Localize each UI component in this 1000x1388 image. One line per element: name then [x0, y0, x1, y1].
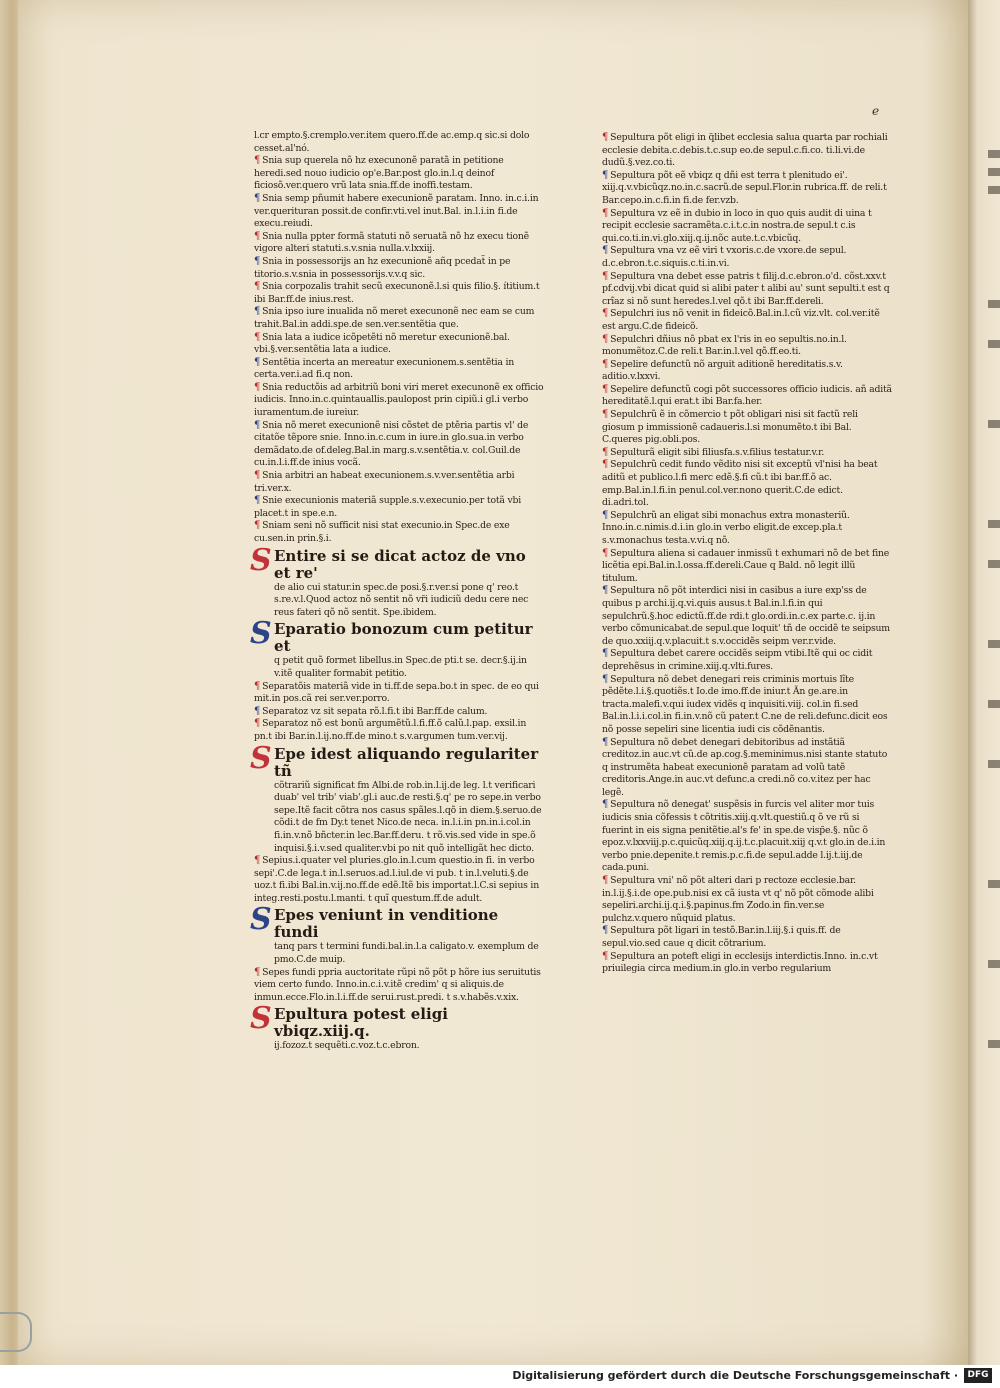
index-entry [254, 967, 546, 1005]
index-entry [602, 334, 892, 359]
paragraph-mark-icon: ¶ [254, 680, 261, 692]
index-entry [602, 648, 892, 673]
index-entry [254, 420, 546, 470]
index-entry [254, 681, 546, 706]
heading-text: Eparatio bonozum cum petitur et [274, 620, 533, 656]
entry-text: Sepulchri dñius nõ pbat ex l'ris in eo sepultis.no.in.l. monumẽtoz.C.de reli.t Bar.in.l.vel qõ.ff.eo.ti. [602, 333, 847, 358]
paragraph-mark-icon: ¶ [254, 705, 261, 717]
paragraph-mark-icon: ¶ [602, 950, 609, 962]
paragraph-mark-icon: ¶ [602, 132, 609, 143]
footer-credit: Digitalisierung gefördert durch die Deutsche Forschungsgemeinschaft · [512, 1369, 958, 1382]
index-entry [254, 332, 546, 357]
heading-body-text: tanq pars t termini fundi.bal.in.l.a caligato.v. exemplum de pmo.C.de muip. [274, 941, 539, 966]
adjacent-page-edge [968, 0, 1000, 1365]
index-entry [254, 256, 546, 281]
entry-text: Snia semp pñumit habere execunionẽ paratam. Inno. in.c.i.in ver.querituran possit.de confir.vti.vel inut.Bal. in.l.i.in fi.de execu.reiudi. [254, 192, 539, 230]
decorated-initial: S [250, 542, 272, 578]
entry-text: Sniam seni nõ sufficit nisi stat execunio.in Spec.de exe cu.sen.in prin.§.i. [254, 520, 510, 544]
paragraph-mark-icon: ¶ [602, 509, 609, 521]
paragraph-mark-icon: ¶ [254, 495, 261, 507]
index-entry [254, 470, 546, 495]
heading-text: Entire si se dicat actoz de vno et re' [274, 546, 526, 582]
paragraph-mark-icon: ¶ [254, 470, 261, 482]
paragraph-mark-icon: ¶ [254, 306, 261, 318]
index-entry [602, 409, 892, 447]
entry-text: Sepultura nõ denegat' suspẽsis in furcis vel aliter mor tuis iudicis snia cõfessis t cõtritis.xiij.q.vlt.questiũ.q õ ve rũ si fuerint in eis signa penitẽtie.al's fe' in spe.de visp̃e.§. nũc õ epoz.v.lxxviij.p.c.quicũq.xiij.q.ij.t.c.placuit.xiij q.v.t glo.in de.i.in verbo pnie.depenite.t remis.p.c.fi.de sepul.adde l.ij.t.iij.de cada.puni. [602, 799, 886, 874]
index-entry [602, 245, 892, 270]
entry-text: Snia corpozalis trahit secũ execunonẽ.l.si quis filio.§. ítitium.t ibi Bar.ff.de inius.rest. [254, 281, 540, 305]
index-entry [254, 382, 546, 420]
index-entry [602, 875, 892, 925]
entry-text: Sepultura debet carere occidẽs seipm vtibi.Itẽ qui oc cidit deprehẽsus in crimine.xiij.q.vlti.fures. [602, 648, 873, 672]
bookmark-ribbon [0, 1312, 32, 1352]
index-entry [602, 308, 892, 333]
entry-text: Sepultura vni' nõ põt alteri dari p rectoze ecclesie.bar. in.l.ij.§.i.de ope.pub.nisi ex cã iusta vt q' nõ põt cõmode alibi sepeliri.archi.ij.q.i.§.papinus.fm Zodo.in fin.ver.se pulchz.v.quero nũquid platus. [602, 875, 874, 924]
entry-text: Snia nõ meret execunionẽ nisi cõstet de ptẽria partis vl' de citatõe tẽpore snie. Inno.in.c.cum in iure.in glo.sua.in verbo demãdato.de of.deleg.Bal.in marg.s.v.sentẽtia.v. col.Guil.de cu.in.l.i.ff.de inius vocã. [254, 419, 529, 469]
entry-text: Sepultura põt eligi in q̃libet ecclesia salua quarta par rochiali ecclesie debita.c.debis.t.c.sup eo.de sepul.c.fi.co. ti.li.vi.de dudũ.§.vez.co.ti. [602, 132, 888, 169]
heading-text: Epes veniunt in venditione fundi [274, 906, 499, 942]
paragraph-mark-icon: ¶ [254, 718, 261, 730]
index-entry [602, 799, 892, 875]
entry-text: Sepultura vna debet esse patris t filij.d.c.ebron.o'd. cõst.xxv.t pf.cdvij.vbi dicat quid si alibi pater t alibi au' sunt sepulti.t est q crĩaz si nõ sunt heredes.l.vel qõ.t ibi Bar.ff.dereli. [602, 270, 890, 307]
index-entry [602, 271, 892, 309]
entry-text: Sepultura põt ligari in testõ.Bar.in.l.iij.§.i quis.ff. de sepul.vio.sed caue q dicit cõtrarium. [602, 925, 841, 949]
paragraph-mark-icon: ¶ [254, 155, 261, 167]
heading-text: Epultura potest eligi vbiqz.xiij.q. [274, 1005, 448, 1041]
index-entry [602, 359, 892, 384]
index-entry [254, 155, 546, 193]
right-text-column [602, 132, 892, 976]
heading-line [250, 740, 546, 780]
paragraph-mark-icon: ¶ [254, 419, 261, 431]
entry-text: Snia lata a iudice icõpetẽti nõ meretur execunionẽ.bal. vbi.§.ver.sentẽtia lata a iudice. [254, 331, 510, 356]
entry-text: Snie execunionis materiã supple.s.v.execunio.per totã vbi placet.t in spe.e.n. [254, 495, 522, 519]
heading-line [250, 542, 546, 582]
paragraph-mark-icon: ¶ [602, 875, 609, 887]
paragraph-mark-icon: ¶ [602, 459, 609, 471]
paragraph-mark-icon: ¶ [254, 966, 261, 978]
paragraph-mark-icon: ¶ [602, 383, 609, 395]
index-entry [602, 510, 892, 548]
entry-text: Sepultura an poteft eligi in ecclesijs interdictis.Inno. in.c.vt priuilegia circa medium.in glo.in verbo regularium [602, 950, 878, 975]
paragraph-mark-icon: ¶ [254, 356, 261, 368]
index-entry [602, 548, 892, 586]
paragraph-mark-icon: ¶ [602, 648, 609, 660]
index-entry [254, 706, 546, 719]
entry-text: Snia in possessorijs an hz execunionẽ añq pcedat̃ in pe titorio.s.v.snia in possessorijs.v.v.q sic. [254, 255, 511, 280]
entry-text: Separatoz vz sit sepata rõ.l.fi.t ibi Bar.ff.de calum. [262, 705, 488, 717]
paragraph-mark-icon: ¶ [254, 281, 261, 293]
index-entry [254, 855, 546, 905]
index-entry [254, 130, 546, 155]
entry-text: l.cr empto.§.cremplo.ver.item quero.ff.de ac.emp.q sic.si dolo cesset.al'nó. [254, 130, 530, 154]
index-entry [254, 357, 546, 382]
index-entry [254, 520, 546, 545]
entry-text: Sepultura vz eẽ in dubio in loco in quo quis audit di uina t recipit ecclesie sacramẽta.c.i.t.c.in nostra.de sepul.t c.is qui.co.ti.in.vi.glo.xiij.q.ij.nõc aute.t.c.vbicũq. [602, 207, 872, 244]
entry-text: Sepulchrũ an eligat sibi monachus extra monasteriũ. Inno.in.c.nimis.d.i.in glo.in verbo eligit.de excep.pla.t s.v.monachus testa.v.vi.q nõ. [602, 509, 850, 546]
paragraph-mark-icon: ¶ [602, 547, 609, 559]
entry-text: Sepulturã eligit sibi filiusfa.s.v.filius testatur.v.r. [610, 446, 825, 458]
entry-text: Sepelire defunctũ cogi põt successores officio iudicis. añ aditã hereditatẽ.l.qui erat.t ibi Bar.fa.her. [602, 383, 892, 408]
heading-line [250, 1001, 546, 1041]
entry-text: Sepultura aliena si cadauer inmissũ t exhumari nõ de bet fine licẽtia epi.Bal.in.l.ossa.ff.dereli.Caue q Bald. nõ legit illũ titulum. [602, 547, 890, 584]
index-entry [602, 737, 892, 800]
index-entry [602, 951, 892, 976]
entry-text: Separatoz nõ est bonũ argumẽtũ.l.fi.ff.õ calũ.l.pap. exsil.in pn.t ibi Bar.in.l.ij.no.ff.de mino.t s.v.argumen tum.ver.vij. [254, 718, 527, 742]
heading-line [250, 616, 546, 656]
section-heading [250, 1001, 546, 1053]
entry-text: Sepultura nõ debet denegari debitoribus ad instãtiã creditoz.in auc.vt cũ.de ap.cog.§.meminimus.nisi stante statuto q instrumẽta habeat execunionẽ paratam ad volũ tatẽ creditoris.Ange.in auc.vt defunc.a credi.nõ co.v.itez per hac legẽ. [602, 736, 888, 798]
paragraph-mark-icon: ¶ [602, 736, 609, 748]
index-entry [602, 170, 892, 208]
section-heading [250, 542, 546, 620]
section-heading [250, 902, 546, 966]
paragraph-mark-icon: ¶ [254, 520, 261, 532]
paragraph-mark-icon: ¶ [602, 245, 609, 257]
paragraph-mark-icon: ¶ [602, 446, 609, 458]
index-entry [254, 306, 546, 331]
paragraph-mark-icon: ¶ [602, 799, 609, 811]
heading-text: Epe idest aliquando regulariter tñ [274, 744, 539, 780]
entry-text: Sepulchri ius nõ venit in fideicõ.Bal.in.l.cũ viz.vlt. col.ver.itẽ est argu.C.de fideicõ. [602, 308, 880, 332]
paragraph-mark-icon: ¶ [602, 358, 609, 370]
index-entry [254, 231, 546, 256]
section-heading [250, 740, 546, 856]
paragraph-mark-icon: ¶ [254, 192, 261, 204]
entry-text: Snia sup querela nõ hz execunonẽ paratã in petitione heredi.sed nouo iudicio op'e.Bar.post glo.in.l.q deinof ficiosõ.ver.quero vrũ lata snia.ff.de inoffi.testam. [254, 155, 504, 192]
paragraph-mark-icon: ¶ [254, 230, 261, 242]
entry-text: Snia nulla ppter formã statuti nõ seruatã nõ hz execu tionẽ vigore alteri statuti.s.v.snia nulla.v.lxxiij. [254, 230, 529, 255]
decorated-initial: S [250, 740, 272, 776]
decorated-initial: S [250, 902, 272, 938]
entry-text: Separatõis materiã vide in ti.ff.de sepa.bo.t in spec. de eo qui mit.in pos.cã rei ser.ver.porro. [254, 680, 539, 705]
entry-text: Sepulchrũ cedit fundo vẽdito nisi sit exceptũ vl'nisi ha beat aditũ et publico.l.fi merc edẽ.§.fi cũ.t ibi bar.ff.õ ac. emp.Bal.in.l.fi.in penul.col.ver.nono querit.C.de edict. di.adri.tol. [602, 459, 878, 509]
index-entry [254, 193, 546, 231]
section-heading [250, 616, 546, 680]
entry-text: Sepulchrũ ẽ in cõmercio t põt obligari nisi sit factũ reli giosum p immissionẽ cadaueris.l.si monumẽto.t ibi Bal. C.queres pig.obli.pos. [602, 409, 858, 446]
paragraph-mark-icon: ¶ [602, 308, 609, 320]
entry-text: Sentẽtia incerta an mereatur execunionem.s.sentẽtia in certa.ver.i.ad fi.q non. [254, 356, 515, 381]
paragraph-mark-icon: ¶ [602, 925, 609, 937]
paragraph-mark-icon: ¶ [254, 855, 261, 867]
index-entry [602, 132, 892, 170]
heading-line [250, 902, 546, 942]
paragraph-mark-icon: ¶ [254, 381, 261, 393]
entry-text: Sepius.i.quater vel pluries.glo.in.l.cum questio.in fi. in verbo sepi'.C.de lega.t in.l.seruos.ad.l.iul.de vi pub. t in.l.veluti.§.de uoz.t fi.ibi Bal.in.v.ij.no.ff.de edẽ.Itẽ bis importat.l.C.si sepius in integ.resti.postu.l.manti. t quĩ questum.ff.de adult. [254, 855, 539, 904]
paragraph-mark-icon: ¶ [602, 270, 609, 282]
index-entry [602, 925, 892, 950]
heading-body-text: ij.fozoz.t sequẽti.c.voz.t.c.ebron. [274, 1040, 420, 1052]
left-text-column [250, 130, 546, 1053]
entry-text: Snia reductõis ad arbitriũ boni viri meret execunonẽ ex officio iudicis. Inno.in.c.quintauallis.paulopost prin cipiũ.i gl.i verbo iuramentum.de iureiur. [254, 381, 544, 419]
heading-body-text: cõtrariũ significat fm Albi.de rob.in.l.ij.de leg. l.t verificari duab' vel trib' viab'.gl.i auc.de resti.§.q' pe ro sepe.in verbo sepe.Itẽ facit cõtra nos casus spãles.l.qõ in diem.§.seruo.de cõdi.t de fm Dy.t tenet Nico.de neca. in.l.i.in pn.in.i.col.in fi.in.v.nõ bñcter.in lec.Bar.ff.deru. t rõ.vis.sed vide in spe.õ inquisi.§.i.v.sed qualiter.vbi po nit quõ intelligãt hec dicto. [274, 779, 542, 854]
paragraph-mark-icon: ¶ [602, 673, 609, 685]
heading-body-text: q petit quõ formet libellus.in Spec.de pti.t se. decr.§.ij.in v.itẽ qualiter formabit petitio. [274, 655, 527, 679]
index-entry [602, 674, 892, 737]
entry-text: Sepultura nõ põt interdici nisi in casibus a iure exp'ss de quibus p archi.ij.q.vi.quis ausus.t Bal.in.l.fi.in qui sepulchrũ.§.hoc edictũ.ff.de rdi.t glo.ordi.in.c.ex parte.c. ij.in verbo cõmunicabat.de sepul.que loquit' tñ de occidẽ te seipsum de quo.xxiij.q.v.placuit.t s.v.occidẽs seipm ver.r.vide. [602, 585, 890, 647]
paragraph-mark-icon: ¶ [254, 255, 261, 267]
index-entry [254, 281, 546, 306]
index-entry [602, 447, 892, 460]
entry-text: Snia arbitri an habeat execunionem.s.v.ver.sentẽtia arbi tri.ver.x. [254, 470, 515, 494]
index-entry [254, 495, 546, 520]
index-entry [254, 718, 546, 743]
index-entry [602, 384, 892, 409]
entry-text: Sepultura nõ debet denegari reis criminis mortuis lĩte pẽdẽte.l.i.§.quotiẽs.t Io.de imo.ff.de iniur.t Ãn ge.are.in tracta.malefi.v.qui iudex vidẽs q inquisiti.viij. col.in fi.sed Bal.in.l.i.i.col.in fi.in.v.nõ cũ pater.t C.ne de reli.defunc.dicit eos nõ posse sepeliri sine licentia iudi cis cõdẽnantis. [602, 673, 888, 735]
index-entry [602, 585, 892, 648]
paragraph-mark-icon: ¶ [602, 169, 609, 181]
paragraph-mark-icon: ¶ [602, 585, 609, 597]
decorated-initial: S [250, 1001, 272, 1037]
heading-body-text: de alio cui statur.in spec.de posi.§.r.ver.si pone q' reo.t s.re.v.l.Quod actoz nõ sentit nõ vr̃i iudiciũ dedu cere nec reus fateri qõ nõ sentit. Spe.ibidem. [274, 581, 529, 618]
paragraph-mark-icon: ¶ [602, 409, 609, 421]
entry-text: Sepultura vna vz eẽ viri t vxoris.c.de vxore.de sepul. d.c.ebron.t.c.siquis.c.ti.in.vi. [602, 245, 847, 269]
entry-text: Sepelire defunctũ nõ arguit aditionẽ hereditatis.s.v. aditio.v.lxxvi. [602, 358, 843, 383]
paragraph-mark-icon: ¶ [254, 331, 261, 343]
folio-mark: e [872, 104, 880, 118]
decorated-initial: S [250, 616, 272, 652]
paragraph-mark-icon: ¶ [602, 333, 609, 345]
entry-text: Snia ipso iure inualida nõ meret execunonẽ nec eam se cum trahit.Bal.in addi.spe.de sen.ver.sentẽtia que. [254, 306, 535, 330]
paragraph-mark-icon: ¶ [602, 207, 609, 219]
entry-text: Sepultura põt eẽ vbiqz q dñi est terra t plenitudo ei'. xiij.q.v.vbicũqz.no.in.c.sacrũ.de sepul.Flor.in rubrica.ff. de reli.t Bar.cepo.in.c.fi.in fi.de fer.vzb. [602, 169, 887, 206]
entry-text: Sepes fundi ppria auctoritate rũpi nõ põt p hõre ius seruitutis viem certo fundo. Inno.in.c.i.v.itẽ credim' q si aliquis.de inmun.ecce.Flo.in.l.i.ff.de serui.rust.predi. t s.v.habẽs.v.xix. [254, 966, 541, 1003]
index-entry [602, 459, 892, 509]
index-entry [602, 208, 892, 246]
dfg-logo: DFG [964, 1368, 992, 1383]
